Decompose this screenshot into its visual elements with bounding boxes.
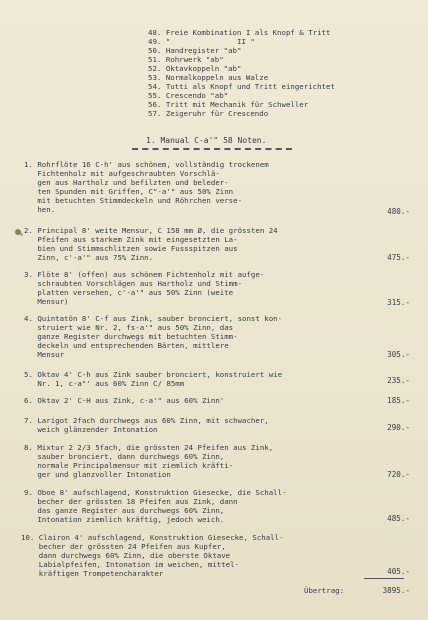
price: 185.-: [387, 396, 410, 405]
list-item: 57. Zeigeruhr für Crescendo: [148, 109, 269, 118]
sum-rule: [364, 578, 404, 579]
document-page: 48. Freie Kombination I als Knopf & Tritt 49. " II " 50. Handregister "ab" 51. Rohrwerk "ab" 52. Oktavkoppeln "ab" 53. Normalkoppeln aus Walze 54. Tutti als Knopf und Tritt eingerichtet 55. Crescendo "ab" 56. Tritt mit Mechanik für Schweller 57. Zeigeruhr für Crescendo 1. Manual C-a'" 58 Noten. 1. Rohrflöte 16 C-h' aus schönem, vollständig trockenem Fichtenholz mit aufgeschraubten Vorschlä- gen aus Hartholz und befilzten und beleder- ten Spunden mit Griffen, C"-a'" aus 50% Zinn mit betuchten Stimmdeckeln und Röhrchen verse- hen. 480.- 2. Principal 8' weite Mensur, C 158 mm Ø, die grössten 24 Pfeifen aus starkem Zink mit eingesetzten La- bien und Stimmschlitzen sowie Fussspitzen aus Zinn, c'-a'" aus 75% Zinn. 475.- 3. Flöte 8' (offen) aus schönem Fichtenholz mit aufge- schraubten Vorschlägen aus Hartholz und Stimm- platten versehen, c'-a'" aus 50% Zinn (weite Mensur) 315.- 4. Quintatön 8' C-f aus Zink, sauber bronciert, sonst kon- struiert wie Nr. 2, fs-a'" aus 50% Zinn, das ganze Register durchwegs mit betuchten Stimm- deckeln und entsprechenden Bärten, mittlere Mensur 305.- 5. Oktav 4' C-h aus Zink sauber bronciert, konstruiert wie Nr. 1, c-a"' aus 60% Zinn C/ 85mm 235.- 6. Oktav 2' C-H aus Zink, c-a'" aus 60% Zinn' 185.- 7. Larigot 2fach durchwegs aus 60% Zinn, mit schwacher, weich glänzender Intonation 290.- 8. Mixtur 2 2/3 5fach, die grössten 24 Pfeifen aus Zink, sauber bronciert, dann durchwegs 60% Zinn, normale Principalmensur mit ziemlich kräfti- ger und glanzvoller Intonation 720.- 9. Oboe 8' aufschlagend, Konstruktion Giesecke, die Schall- becher der grössten 18 Pfeifen aus Zink, dann das ganze Register aus durchwegs 60% Zinn, Intonation ziemlich kräftig, jedoch weich. 485.- 10. Clairon 4' aufschlagend, Konstruktion Giesecke, Schall- becher der grössten 24 Pfeifen aus Kupfer, dann durchwegs 60% Zinn, die oberste Oktave Labialpfeifen, Intonation im weichen, mittel- kräftigen Trompetencharakter 405.- Übertrag: 3895.-: [0, 0, 428, 620]
price: 235.-: [387, 376, 410, 385]
list-item: 54. Tutti als Knopf und Tritt eingerichtet: [148, 82, 335, 91]
price: 720.-: [387, 470, 410, 479]
price: 290.-: [387, 423, 410, 432]
price: 305.-: [387, 350, 410, 359]
list-item: 56. Tritt mit Mechanik für Schweller: [148, 100, 309, 109]
heading-underline: [132, 148, 292, 150]
list-item: 49. " II ": [148, 37, 255, 46]
carry-label: Übertrag:: [304, 586, 345, 595]
list-item: 55. Crescendo "ab": [148, 91, 229, 100]
list-item: 51. Rohrwerk "ab": [148, 55, 224, 64]
section-heading: 1. Manual C-a'" 58 Noten.: [146, 136, 267, 145]
list-item: 48. Freie Kombination I als Knopf & Tritt: [148, 28, 331, 37]
price: 315.-: [387, 298, 410, 307]
price: 485.-: [387, 514, 410, 523]
list-item: 52. Oktavkoppeln "ab": [148, 64, 242, 73]
list-item: 50. Handregister "ab": [148, 46, 242, 55]
price: 405.-: [387, 567, 410, 576]
carry-value: 3895.-: [382, 586, 410, 595]
list-item: 53. Normalkoppeln aus Walze: [148, 73, 269, 82]
price: 475.-: [387, 253, 410, 262]
punch-hole-right: [20, 233, 23, 236]
price: 480.-: [387, 207, 410, 216]
